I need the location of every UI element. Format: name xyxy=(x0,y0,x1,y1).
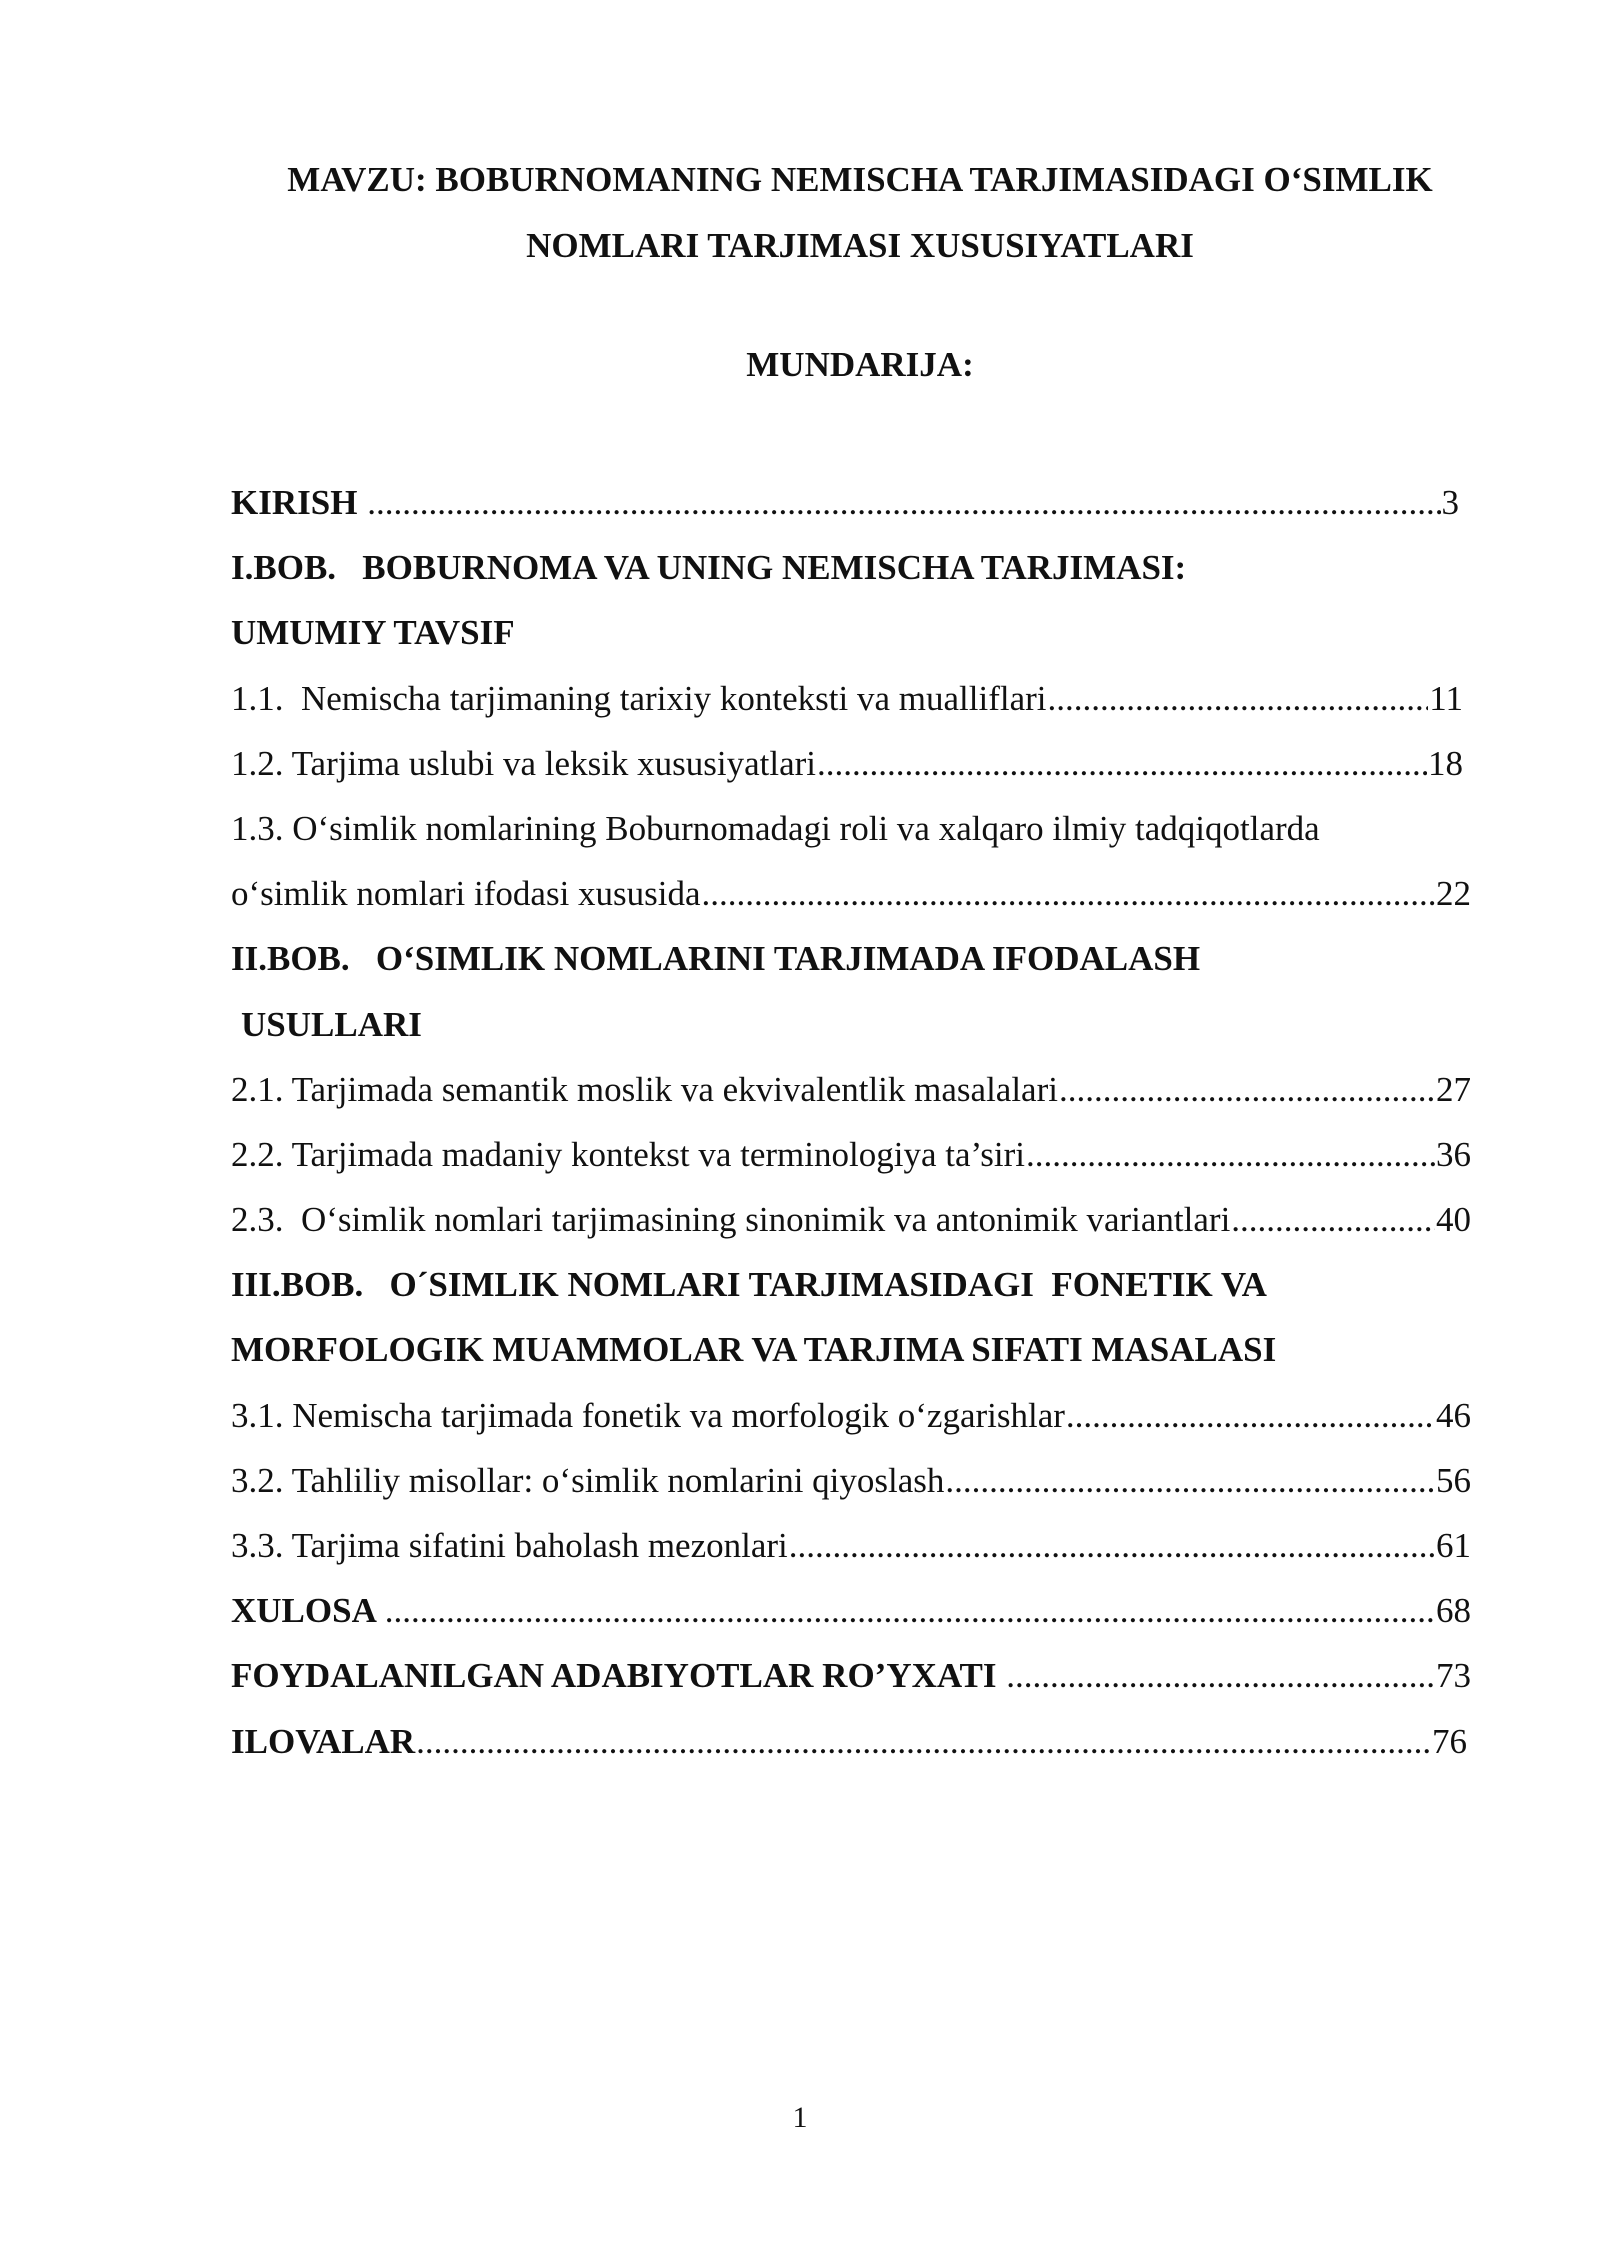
toc-chapter-3-title-cont[interactable] xyxy=(231,1317,1471,1382)
toc-entry-text: 1.2. Tarjima uslubi va leksik xususiyatlari xyxy=(231,743,817,783)
toc-page-number: 22 xyxy=(1436,874,1471,914)
contents-heading: MUNDARIJA: xyxy=(746,345,974,384)
toc-entry-1-1[interactable] xyxy=(231,666,1463,731)
toc-entry-text: UMUMIY TAVSIF xyxy=(231,613,515,653)
dot-leader xyxy=(1231,1187,1435,1252)
toc-page-number: 18 xyxy=(1428,743,1463,783)
toc-page-number: 36 xyxy=(1436,1134,1471,1174)
toc-page-number: 3 xyxy=(1441,483,1459,522)
toc-entry-text: MORFOLOGIK MUAMMOLAR VA TARJIMA SIFATI MASALASI xyxy=(231,1330,1277,1370)
toc-entry-text: 1.3. O‘simlik nomlarining Boburnomadagi roli va xalqaro ilmiy tadqiqotlarda xyxy=(231,808,1320,848)
toc-entry-text: 2.2. Tarjimada madaniy kontekst va terminologiya ta’siri xyxy=(231,1134,1025,1174)
toc-entry-text: 2.3. O‘simlik nomlari tarjimasining sinonimik va antonimik variantlari xyxy=(231,1200,1231,1240)
toc-entry-xulosa[interactable] xyxy=(231,1578,1471,1643)
toc-entry-text: ILOVALAR xyxy=(231,1721,416,1761)
toc-entry-3-2[interactable] xyxy=(231,1448,1471,1513)
dot-leader xyxy=(367,470,1440,535)
dot-leader xyxy=(702,861,1435,926)
toc-page-number: 11 xyxy=(1429,678,1463,718)
toc-entry-ilovalar[interactable] xyxy=(231,1709,1467,1774)
toc-page-number: 61 xyxy=(1436,1526,1471,1565)
toc-entry-text: I.BOB. BOBURNOMA VA UNING NEMISCHA TARJIMASI: xyxy=(231,548,1187,588)
toc-entry-1-3[interactable] xyxy=(231,796,1471,861)
toc-page-number: 56 xyxy=(1436,1460,1471,1500)
toc-chapter-2-title[interactable] xyxy=(231,926,1471,991)
toc-entry-2-2[interactable] xyxy=(231,1122,1471,1187)
toc-entry-3-3[interactable] xyxy=(231,1513,1471,1578)
toc-entry-1-2[interactable] xyxy=(231,731,1463,796)
toc-entry-2-3[interactable] xyxy=(231,1187,1471,1252)
toc-entry-text: o‘simlik nomlari ifodasi xususida xyxy=(231,874,701,914)
toc-entry-1-3-cont[interactable] xyxy=(231,861,1471,926)
dot-leader xyxy=(1026,1122,1435,1187)
toc-entry-adabiyotlar[interactable] xyxy=(231,1643,1471,1708)
toc-entry-text: 1.1. Nemischa tarjimaning tarixiy konteksti va mualliflari xyxy=(231,678,1047,718)
toc-entry-text: 3.1. Nemischa tarjimada fonetik va morfologik o‘zgarishlar xyxy=(231,1395,1065,1435)
toc-chapter-1-title-cont[interactable] xyxy=(231,600,1471,665)
dot-leader xyxy=(416,1709,1431,1774)
toc-entry-text: III.BOB. O´SIMLIK NOMLARI TARJIMASIDAGI FONETIK VA xyxy=(231,1265,1267,1305)
page-number: 1 xyxy=(792,2101,808,2134)
toc-entry-3-1[interactable] xyxy=(231,1383,1471,1448)
table-of-contents xyxy=(231,470,1471,1774)
dot-leader xyxy=(1006,1643,1435,1708)
toc-entry-text: 2.1. Tarjimada semantik moslik va ekvivalentlik masalalari xyxy=(231,1069,1058,1109)
toc-entry-text: XULOSA xyxy=(231,1591,384,1631)
toc-page-number: 46 xyxy=(1436,1395,1471,1435)
toc-entry-text: 3.2. Tahliliy misollar: o‘simlik nomlarini qiyoslash xyxy=(231,1460,945,1500)
toc-page-number: 68 xyxy=(1436,1591,1471,1631)
dot-leader xyxy=(1048,666,1429,731)
toc-chapter-2-title-cont[interactable] xyxy=(231,992,1471,1057)
toc-chapter-1-title[interactable] xyxy=(231,535,1471,600)
toc-chapter-3-title[interactable] xyxy=(231,1252,1471,1317)
title-line-1: MAVZU: BOBURNOMANING NEMISCHA TARJIMASIDAGI O‘SIMLIK xyxy=(287,160,1433,199)
dot-leader xyxy=(789,1513,1435,1578)
toc-entry-2-1[interactable] xyxy=(231,1057,1471,1122)
toc-entry-text: USULLARI xyxy=(241,1004,422,1044)
dot-leader xyxy=(385,1578,1435,1643)
toc-page-number: 73 xyxy=(1436,1656,1471,1696)
toc-entry-text: KIRISH xyxy=(231,483,367,522)
document-title xyxy=(150,147,1570,279)
dot-leader xyxy=(945,1448,1435,1513)
dot-leader xyxy=(1059,1057,1435,1122)
toc-page-number: 40 xyxy=(1436,1200,1471,1240)
toc-entry-text: FOYDALANILGAN ADABIYOTLAR RO’YXATI xyxy=(231,1656,1006,1696)
toc-page-number: 27 xyxy=(1436,1069,1471,1109)
dot-leader xyxy=(817,731,1427,796)
toc-entry-text: 3.3. Tarjima sifatini baholash mezonlari xyxy=(231,1526,788,1565)
dot-leader xyxy=(1066,1383,1435,1448)
toc-page-number: 76 xyxy=(1432,1721,1467,1761)
title-line-2: NOMLARI TARJIMASI XUSUSIYATLARI xyxy=(526,226,1194,265)
toc-entry-kirish[interactable] xyxy=(231,470,1459,535)
toc-entry-text: II.BOB. O‘SIMLIK NOMLARINI TARJIMADA IFODALASH xyxy=(231,939,1201,979)
